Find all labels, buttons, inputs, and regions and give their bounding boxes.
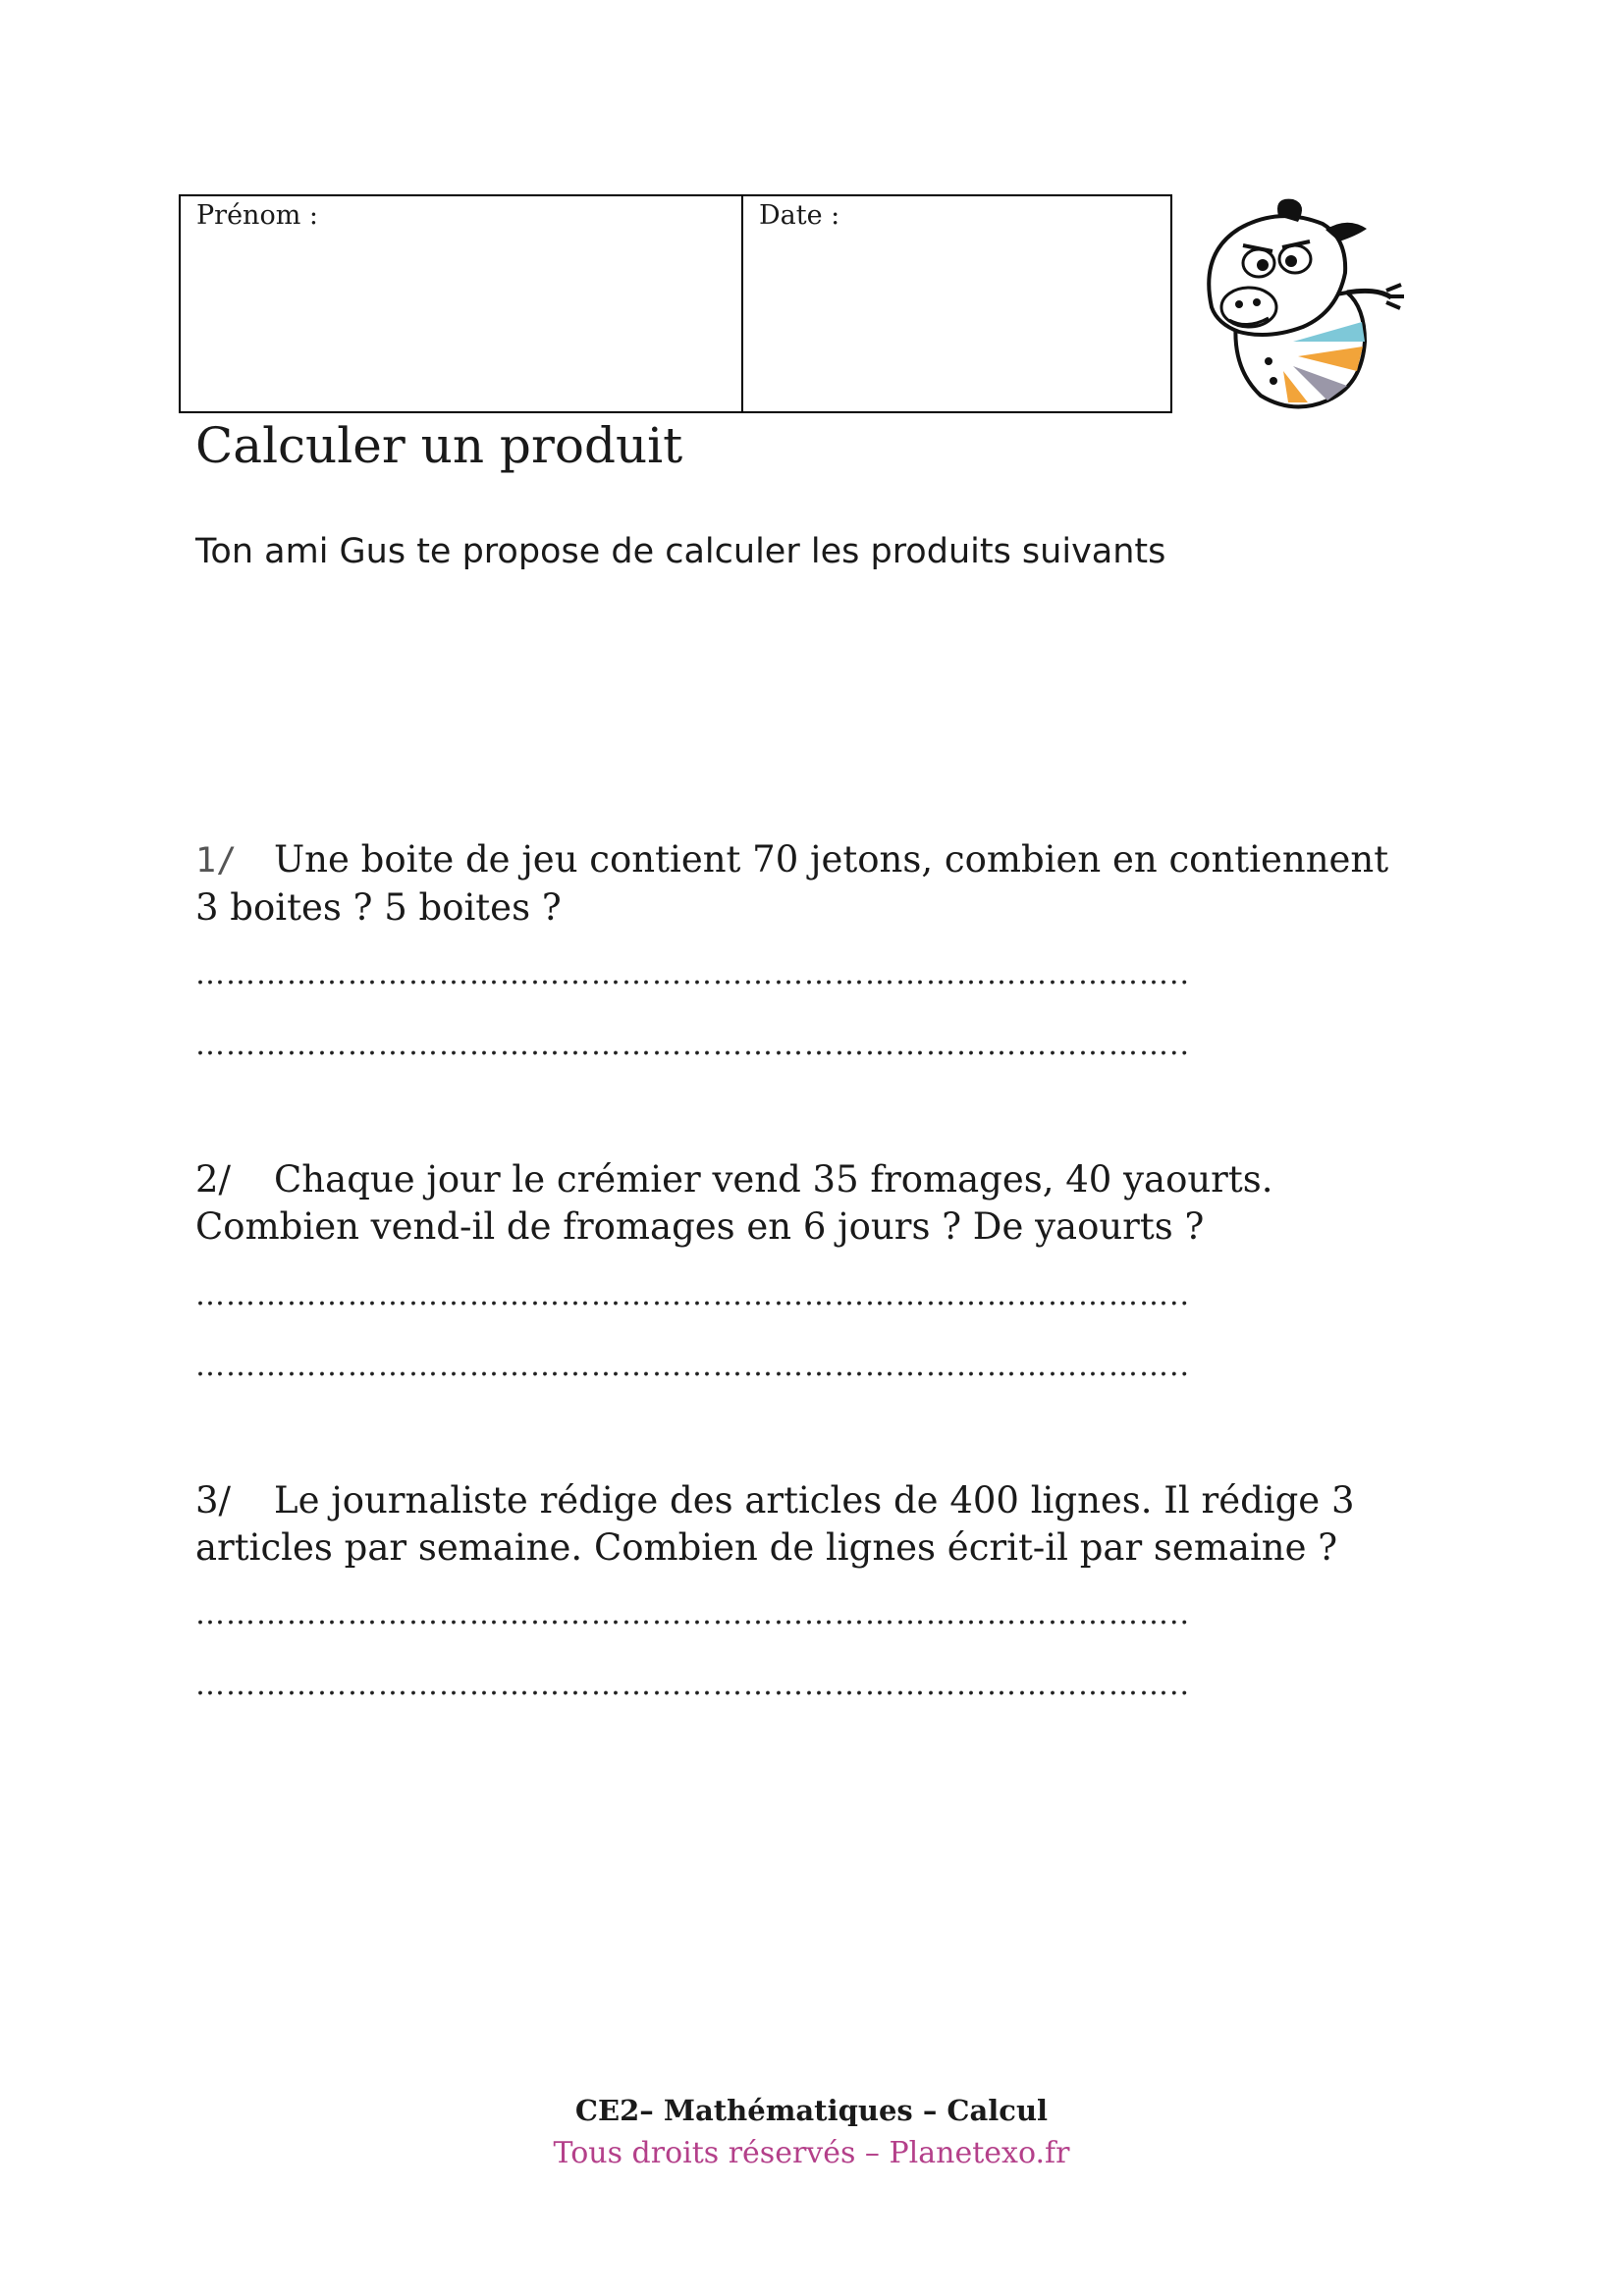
answer-line-1a[interactable]: …………………………………………………………………………………….. xyxy=(195,957,1191,991)
question-1-number: 1/ xyxy=(195,841,238,881)
prenom-label: Prénom : xyxy=(196,200,318,231)
date-label: Date : xyxy=(759,200,840,231)
question-3-text: Le journaliste rédige des articles de 400 lignes. Il rédige 3 articles par semaine. Combien de lignes écrit-il par semaine ? xyxy=(195,1479,1355,1569)
question-2 xyxy=(195,1156,1403,1251)
date-field[interactable] xyxy=(743,196,1170,411)
answer-line-3a[interactable]: …………………………………………………………………………………….. xyxy=(195,1597,1191,1631)
question-2-text: Chaque jour le crémier vend 35 fromages, 40 yaourts. Combien vend-il de fromages en 6 jours ? De yaourts ? xyxy=(195,1158,1273,1248)
question-1 xyxy=(195,836,1403,932)
page-title: Calculer un produit xyxy=(195,417,683,474)
question-3-number: 3/ xyxy=(195,1479,232,1522)
footer-copyright: Tous droits réservés – Planetexo.fr xyxy=(553,2136,1070,2170)
gus-mascot-icon xyxy=(1200,194,1408,415)
answer-line-2b[interactable]: …………………………………………………………………………………….. xyxy=(195,1349,1191,1383)
name-date-table xyxy=(179,194,1172,413)
question-1-text: Une boite de jeu contient 70 jetons, combien en contiennent 3 boites ? 5 boites ? xyxy=(195,838,1389,929)
intro-text: Ton ami Gus te propose de calculer les produits suivants xyxy=(195,532,1166,571)
question-2-number: 2/ xyxy=(195,1158,232,1201)
answer-line-1b[interactable]: …………………………………………………………………………………….. xyxy=(195,1028,1191,1062)
answer-line-3b[interactable]: …………………………………………………………………………………….. xyxy=(195,1668,1191,1702)
footer-subject: CE2– Mathématiques – Calcul xyxy=(574,2094,1049,2127)
prenom-field[interactable] xyxy=(181,196,743,411)
answer-line-2a[interactable]: …………………………………………………………………………………….. xyxy=(195,1278,1191,1312)
question-3 xyxy=(195,1477,1403,1572)
